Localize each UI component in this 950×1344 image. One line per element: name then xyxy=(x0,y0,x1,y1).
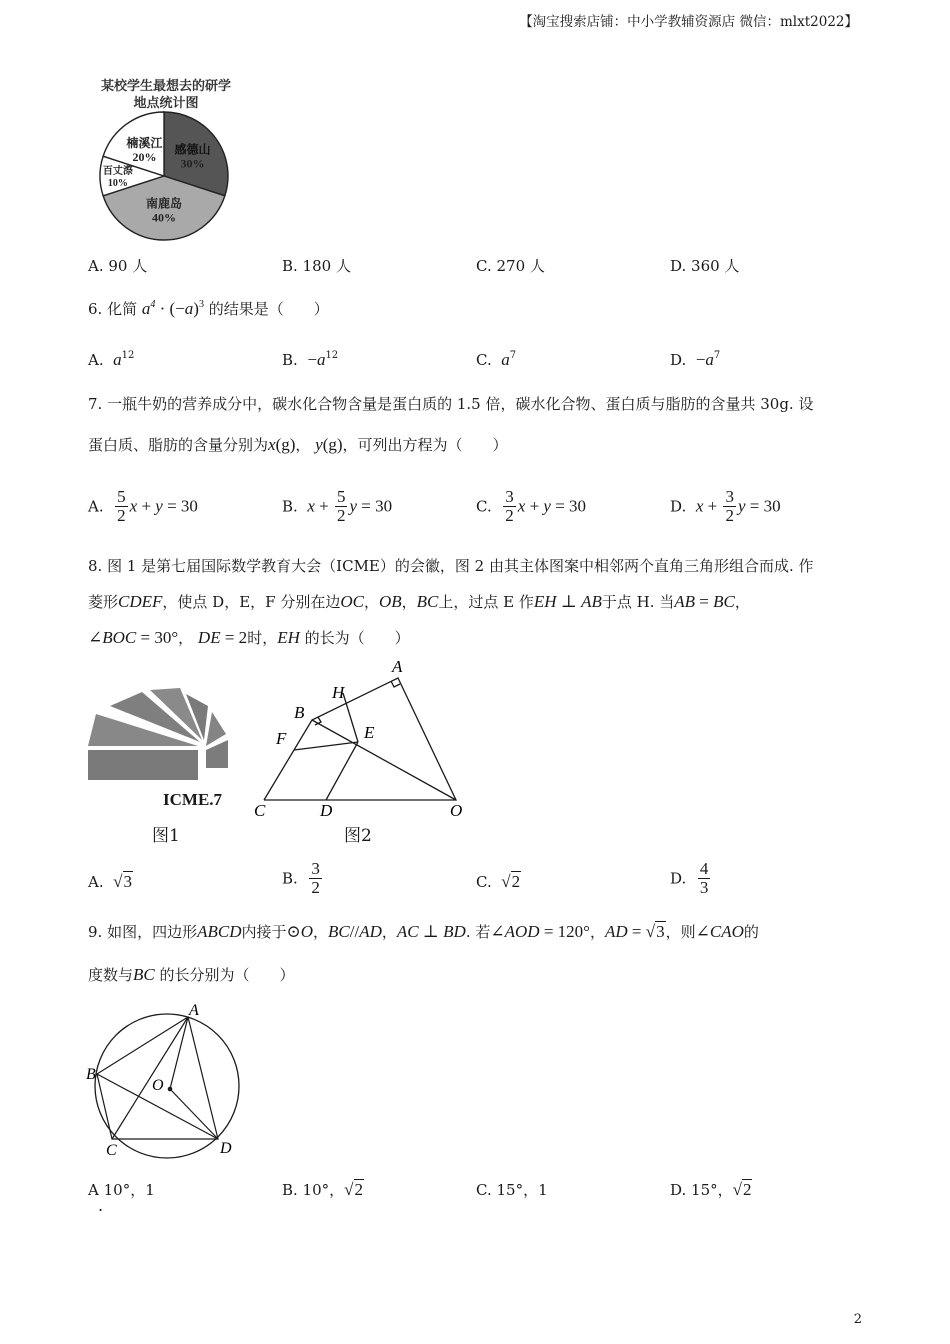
q5-option-b: B. 180 人 xyxy=(282,257,351,275)
icme-label: ICME.7 xyxy=(163,790,223,809)
q7-line2: 蛋白质、脂肪的含量分别为x(g)， y(g)，可列出方程为（ ） xyxy=(88,435,508,454)
q6-prefix: 6. 化简 xyxy=(88,300,138,318)
pie-percent-4: 20% xyxy=(132,150,157,165)
q9-circle-figure xyxy=(82,1000,252,1160)
circle-label-D: D xyxy=(220,1140,232,1157)
figure2-caption: 图2 xyxy=(344,826,372,846)
q8-line1: 8. 图 1 是第七届国际数学教育大会（ICME）的会徽，图 2 由其主体图案中相邻两个直角三角形组合而成. 作 xyxy=(88,557,814,575)
label-O: O xyxy=(450,801,463,820)
pie-label-3: 百丈漈 xyxy=(102,166,133,177)
pie-title-line2: 地点统计图 xyxy=(133,96,199,111)
label-E: E xyxy=(364,723,375,742)
q6-option-b: B. $-a^{12}$ xyxy=(282,350,339,369)
pie-percent-1: 30% xyxy=(180,156,205,171)
circle-label-B: B xyxy=(86,1066,96,1083)
label-A: A xyxy=(392,657,403,676)
q5-option-c: C. 270 人 xyxy=(476,257,545,275)
q5-option-a: A. 90 人 xyxy=(88,257,148,275)
q8-line2: 菱形CDEF，使点 D，E，F 分别在边OC，OB，BC上，过点 E 作EH ⊥ AB于点 H. 当AB = BC， xyxy=(88,592,750,611)
q5-option-d: D. 360 人 xyxy=(670,257,740,275)
pie-chart-title xyxy=(86,78,246,112)
q9-option-c: C. 15°，1 xyxy=(476,1181,548,1199)
pie-percent-2: 40% xyxy=(152,210,176,225)
pie-percent-3: 10% xyxy=(107,178,128,189)
label-C: C xyxy=(254,801,266,820)
q7-option-c: C. $\frac{3}{2}$ x + y = 30 xyxy=(476,487,587,525)
circle-label-O: O xyxy=(152,1077,164,1094)
q8-geometry-figure xyxy=(246,656,476,826)
pie-label-2: 南鹿岛 xyxy=(145,196,183,211)
q6-option-d: D. $-a^7$ xyxy=(670,350,721,369)
q9-line1: 9. 如图，四边形ABCD内接于⊙O，BC//AD，AC ⊥ BD. 若∠AOD = 120°，AD = √3，则∠CAO的 xyxy=(88,922,759,941)
q9-option-b: B. 10°，√2 xyxy=(282,1180,363,1199)
q6-option-a: A. $a^{12}$ xyxy=(88,350,135,369)
icme-logo-figure xyxy=(86,684,236,784)
q8-option-a: A. √3 xyxy=(88,872,132,891)
label-H: H xyxy=(332,683,345,702)
circle-label-A: A xyxy=(189,1002,199,1019)
q8-line3: ∠BOC = 30°， DE = 2时，EH 的长为（ ） xyxy=(88,628,410,647)
page-header: 【淘宝搜索店铺：中小学教辅资源店 微信：mlxt2022】 xyxy=(519,14,858,30)
label-D: D xyxy=(320,801,333,820)
q7-line1: 7. 一瓶牛奶的营养成分中，碳水化合物含量是蛋白质的 1.5 倍，碳水化合物、蛋白质与脂肪的含量共 30g. 设 xyxy=(88,395,814,413)
q8-option-d: D. $\frac{4}{3}$ xyxy=(670,859,709,897)
q7-option-b: B. x + $\frac{5}{2}$ y = 30 xyxy=(282,487,393,525)
q9-line2: 度数与BC 的长分别为（ ） xyxy=(88,965,295,984)
circle-label-C: C xyxy=(106,1142,117,1159)
pie-label-1: 感德山 xyxy=(174,142,211,157)
q9-option-d: D. 15°，√2 xyxy=(670,1180,752,1199)
pie-label-4: 楠溪江 xyxy=(126,136,163,151)
page-number: 2 xyxy=(853,1312,862,1327)
q8-option-c: C. √2 xyxy=(476,872,521,891)
q8-option-b: B. $\frac{3}{2}$ xyxy=(282,859,320,897)
q6-stem: 6. 化简 $a^4 \cdot (-a)^3$ 的结果是（ ） xyxy=(88,299,329,318)
q6-option-c: C. $a^7$ xyxy=(476,350,517,369)
label-F: F xyxy=(276,729,287,748)
stray-dot: . xyxy=(98,1196,104,1215)
pie-title-line1: 某校学生最想去的研学 xyxy=(100,79,231,94)
pie-chart xyxy=(96,110,236,245)
q9-option-a: A 10°，1 xyxy=(88,1181,155,1199)
q7-option-a: A. $\frac{5}{2}$ x + y = 30 xyxy=(88,487,198,525)
figure1-caption: 图1 xyxy=(152,826,180,846)
q6-suffix: 的结果是（ ） xyxy=(208,300,329,318)
q7-option-d: D. x + $\frac{3}{2}$ y = 30 xyxy=(670,487,781,525)
label-B: B xyxy=(294,703,305,722)
